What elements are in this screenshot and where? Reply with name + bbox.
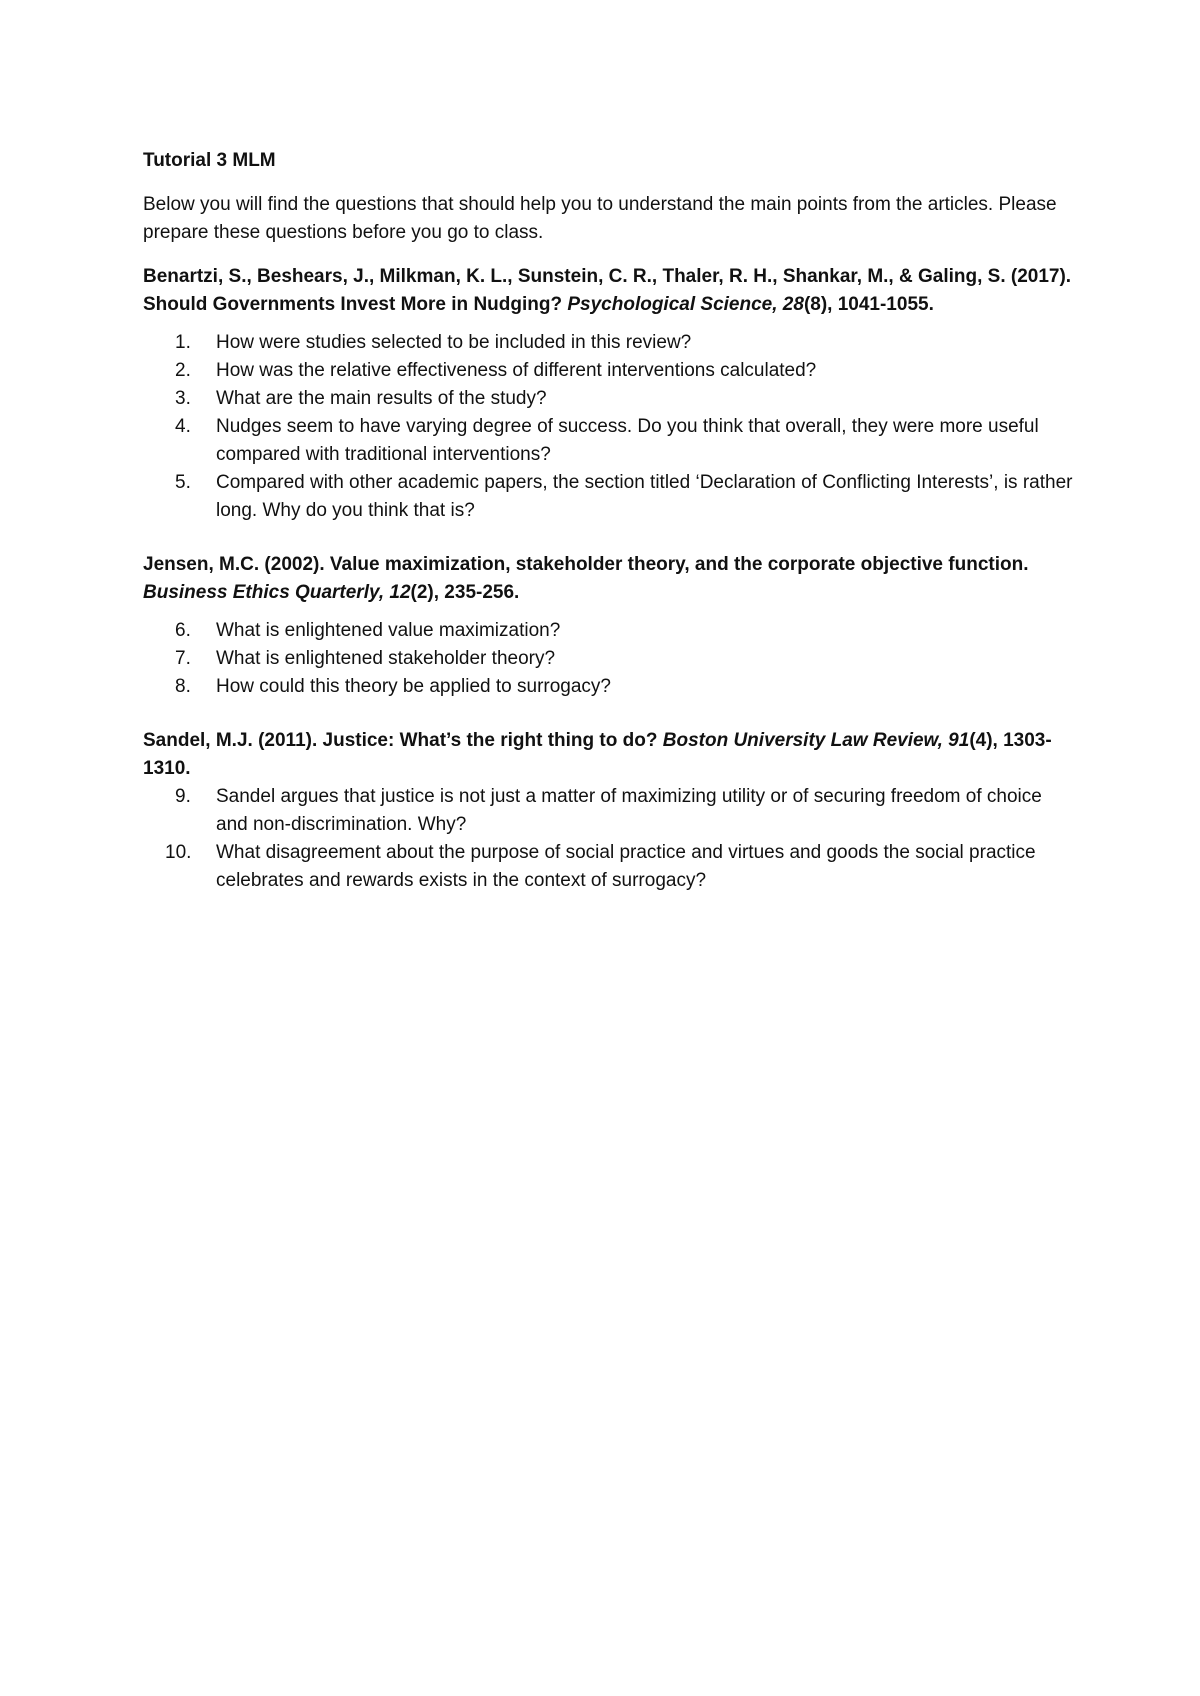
reference-journal: Business Ethics Quarterly, 12 <box>143 582 411 603</box>
question-text: Sandel argues that justice is not just a matter of maximizing utility or of securing freedom of choice and non-discrimination. Why? <box>216 786 1042 835</box>
question-number: 2. <box>175 360 191 381</box>
document-body <box>143 147 1073 895</box>
list-item <box>143 413 1073 469</box>
list-item <box>143 839 1073 895</box>
list-item <box>143 469 1073 525</box>
question-number: 9. <box>175 786 191 807</box>
question-text: What disagreement about the purpose of social practice and virtues and goods the social practice celebrates and rewards exists in the context of surrogacy? <box>216 842 1036 891</box>
question-number: 10. <box>165 842 192 863</box>
question-text: How could this theory be applied to surrogacy? <box>216 676 612 697</box>
question-number: 3. <box>175 388 191 409</box>
reference-sandel <box>143 727 1073 783</box>
list-item <box>143 673 1073 701</box>
question-text: How were studies selected to be included in this review? <box>216 332 692 353</box>
question-number: 4. <box>175 416 191 437</box>
document-title: Tutorial 3 MLM <box>143 150 276 171</box>
question-number: 1. <box>175 332 191 353</box>
reference-issue-pages: (2), 235-256. <box>410 582 520 603</box>
question-number: 7. <box>175 648 191 669</box>
question-number: 8. <box>175 676 191 697</box>
question-text: What is enlightened stakeholder theory? <box>216 648 556 669</box>
list-item <box>143 645 1073 673</box>
list-item <box>143 357 1073 385</box>
list-item <box>143 617 1073 645</box>
reference-authors-title: Sandel, M.J. (2011). Justice: What’s the right thing to do? <box>143 730 663 751</box>
question-number: 5. <box>175 472 191 493</box>
question-text: Compared with other academic papers, the section titled ‘Declaration of Conflicting Interests’, is rather long. Why do you think that is? <box>216 472 1073 521</box>
reference-benartzi <box>143 263 1073 319</box>
reference-issue-pages: (4), 1303-1310. <box>143 730 1052 779</box>
question-text: What is enlightened value maximization? <box>216 620 561 641</box>
intro-paragraph: Below you will find the questions that should help you to understand the main points from the articles. Please prepare these questions before you go to class. <box>143 194 1057 243</box>
list-item <box>143 385 1073 413</box>
reference-journal: Psychological Science, 28 <box>567 294 804 315</box>
question-list-benartzi <box>143 329 1073 525</box>
question-text: Nudges seem to have varying degree of success. Do you think that overall, they were more useful compared with traditional interventions? <box>216 416 1039 465</box>
list-item <box>143 329 1073 357</box>
question-list-sandel <box>143 783 1073 895</box>
question-list-jensen <box>143 617 1073 701</box>
reference-jensen <box>143 551 1073 607</box>
reference-authors-title: Benartzi, S., Beshears, J., Milkman, K. L., Sunstein, C. R., Thaler, R. H., Shankar, M., & Galing, S. (2017). Should Governments Invest More in Nudging? <box>143 266 1072 315</box>
question-number: 6. <box>175 620 191 641</box>
question-text: What are the main results of the study? <box>216 388 547 409</box>
reference-journal: Boston University Law Review, 91 <box>662 730 970 751</box>
question-text: How was the relative effectiveness of different interventions calculated? <box>216 360 817 381</box>
reference-authors-title: Jensen, M.C. (2002). Value maximization, stakeholder theory, and the corporate objective function. <box>143 554 1029 575</box>
list-item <box>143 783 1073 839</box>
reference-issue-pages: (8), 1041-1055. <box>803 294 934 315</box>
